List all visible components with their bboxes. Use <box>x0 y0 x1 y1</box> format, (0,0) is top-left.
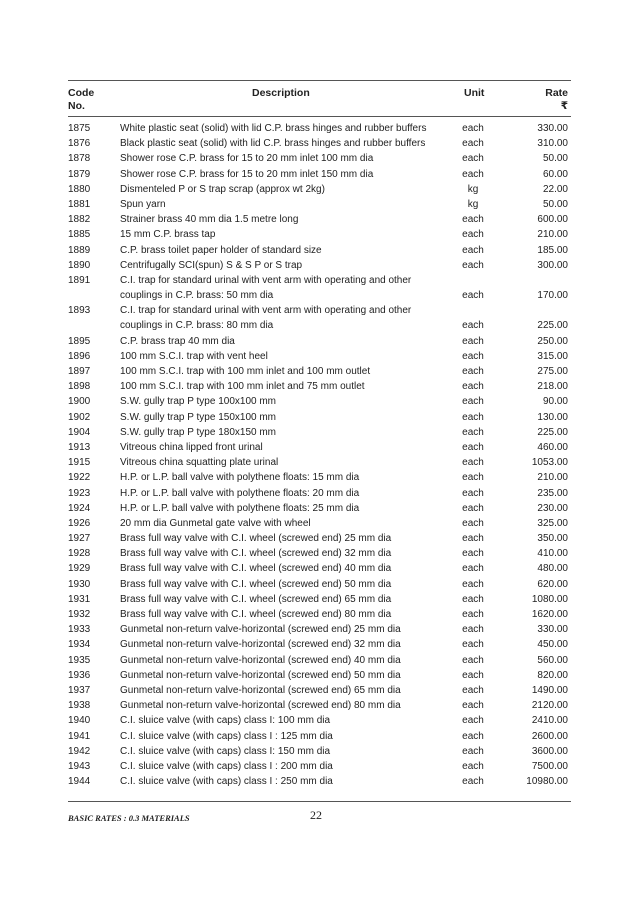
cell-unit: each <box>462 745 484 757</box>
cell-code: 1926 <box>68 517 91 529</box>
cell-code: 1927 <box>68 533 91 545</box>
cell-unit: each <box>462 776 484 788</box>
table-row <box>68 531 571 546</box>
cell-rate: 560.00 <box>537 654 568 666</box>
cell-rate: 210.00 <box>537 229 568 241</box>
table-row <box>68 774 571 789</box>
rates-table <box>68 121 571 789</box>
cell-rate: 600.00 <box>537 214 568 226</box>
cell-unit: each <box>462 517 484 529</box>
table-row <box>68 470 571 485</box>
cell-unit: each <box>462 700 484 712</box>
table-row <box>68 440 571 455</box>
cell-unit: each <box>462 168 484 180</box>
cell-code: 1937 <box>68 684 91 696</box>
cell-rate: 1490.00 <box>531 684 568 696</box>
cell-description: C.P. brass toilet paper holder of standard size <box>120 244 322 256</box>
cell-rate: 7500.00 <box>531 760 568 772</box>
cell-rate: 1080.00 <box>531 593 568 605</box>
table-row <box>68 212 571 227</box>
rupee-icon: ₹ <box>560 100 568 112</box>
cell-code: 1932 <box>68 609 91 621</box>
table-row <box>68 136 571 151</box>
cell-unit: each <box>462 229 484 241</box>
cell-rate: 2600.00 <box>531 730 568 742</box>
cell-description: S.W. gully trap P type 180x150 mm <box>120 426 277 438</box>
cell-unit: each <box>462 214 484 226</box>
cell-code: 1889 <box>68 244 91 256</box>
cell-rate: 1620.00 <box>531 609 568 621</box>
cell-description: Gunmetal non-return valve-horizontal (screwed end) 40 mm dia <box>120 654 401 666</box>
table-row <box>68 303 571 333</box>
cell-description: C.I. trap for standard urinal with vent arm with operating and other <box>120 305 412 317</box>
cell-description: Brass full way valve with C.I. wheel (screwed end) 50 mm dia <box>120 578 392 590</box>
cell-unit: each <box>462 244 484 256</box>
cell-rate: 325.00 <box>537 517 568 529</box>
cell-rate: 50.00 <box>542 198 568 210</box>
cell-rate: 300.00 <box>537 259 568 271</box>
table-row <box>68 683 571 698</box>
table-row <box>68 607 571 622</box>
cell-description: 100 mm S.C.I. trap with vent heel <box>120 350 268 362</box>
table-row <box>68 410 571 425</box>
cell-unit: each <box>462 441 484 453</box>
cell-code: 1922 <box>68 472 91 484</box>
table-row <box>68 622 571 637</box>
cell-unit: each <box>462 472 484 484</box>
table-row <box>68 637 571 652</box>
cell-description-continued: couplings in C.P. brass: 50 mm dia <box>120 290 274 302</box>
cell-code: 1881 <box>68 198 91 210</box>
cell-description: Centrifugally SCI(spun) S & S P or S trap <box>120 259 303 271</box>
table-row <box>68 243 571 258</box>
cell-unit: each <box>462 411 484 423</box>
cell-code: 1890 <box>68 259 91 271</box>
cell-code: 1880 <box>68 183 91 195</box>
cell-code: 1935 <box>68 654 91 666</box>
cell-rate: 1053.00 <box>531 457 568 469</box>
cell-code: 1898 <box>68 381 91 393</box>
cell-description-continued: couplings in C.P. brass: 80 mm dia <box>120 320 274 332</box>
table-row <box>68 577 571 592</box>
cell-description: Vitreous china lipped front urinal <box>120 441 263 453</box>
cell-code: 1929 <box>68 563 91 575</box>
cell-description: C.I. sluice valve (with caps) class I : 200 mm dia <box>120 760 333 772</box>
table-row <box>68 546 571 561</box>
cell-description: 20 mm dia Gunmetal gate valve with wheel <box>120 517 311 529</box>
cell-code: 1930 <box>68 578 91 590</box>
page-number: 22 <box>310 808 322 822</box>
table-row <box>68 561 571 576</box>
cell-unit: kg <box>467 183 479 195</box>
header-rate <box>520 87 568 113</box>
table-row <box>68 379 571 394</box>
table-row <box>68 258 571 273</box>
cell-rate: 235.00 <box>537 487 568 499</box>
cell-description: C.I. sluice valve (with caps) class I : 125 mm dia <box>120 730 333 742</box>
cell-unit: each <box>462 153 484 165</box>
cell-description: C.I. sluice valve (with caps) class I : 250 mm dia <box>120 776 333 788</box>
cell-code: 1904 <box>68 426 91 438</box>
cell-description: S.W. gully trap P type 150x100 mm <box>120 411 277 423</box>
cell-unit: each <box>462 548 484 560</box>
header-description: Description <box>252 87 310 99</box>
cell-rate: 218.00 <box>537 381 568 393</box>
cell-rate: 225.00 <box>537 320 568 332</box>
cell-code: 1943 <box>68 760 91 772</box>
cell-unit: each <box>462 593 484 605</box>
cell-unit: each <box>462 350 484 362</box>
table-row <box>68 729 571 744</box>
cell-unit: each <box>462 320 484 332</box>
header-code-line2: No. <box>68 100 85 112</box>
table-row <box>68 273 571 303</box>
cell-unit: each <box>462 487 484 499</box>
cell-code: 1923 <box>68 487 91 499</box>
table-row <box>68 167 571 182</box>
cell-rate: 480.00 <box>537 563 568 575</box>
table-row <box>68 197 571 212</box>
cell-code: 1876 <box>68 138 91 150</box>
cell-description: C.I. trap for standard urinal with vent arm with operating and other <box>120 274 412 286</box>
table-row <box>68 364 571 379</box>
cell-rate: 130.00 <box>537 411 568 423</box>
cell-unit: each <box>462 457 484 469</box>
cell-code: 1936 <box>68 669 91 681</box>
cell-rate: 310.00 <box>537 138 568 150</box>
cell-unit: each <box>462 426 484 438</box>
cell-rate: 230.00 <box>537 502 568 514</box>
cell-code: 1933 <box>68 624 91 636</box>
cell-code: 1913 <box>68 441 91 453</box>
header-rule <box>68 116 571 117</box>
cell-code: 1902 <box>68 411 91 423</box>
cell-description: Vitreous china squatting plate urinal <box>120 457 279 469</box>
cell-rate: 2410.00 <box>531 715 568 727</box>
cell-description: 15 mm C.P. brass tap <box>120 229 216 241</box>
table-row <box>68 759 571 774</box>
cell-unit: each <box>462 624 484 636</box>
cell-description: Brass full way valve with C.I. wheel (screwed end) 25 mm dia <box>120 533 392 545</box>
cell-description: C.P. brass trap 40 mm dia <box>120 335 235 347</box>
cell-rate: 450.00 <box>537 639 568 651</box>
cell-unit: each <box>462 563 484 575</box>
cell-unit: kg <box>467 198 479 210</box>
cell-rate: 90.00 <box>542 396 568 408</box>
table-row <box>68 425 571 440</box>
cell-unit: each <box>462 290 484 302</box>
cell-code: 1895 <box>68 335 91 347</box>
cell-rate: 820.00 <box>537 669 568 681</box>
cell-code: 1915 <box>68 457 91 469</box>
table-row <box>68 668 571 683</box>
cell-unit: each <box>462 669 484 681</box>
cell-description: Brass full way valve with C.I. wheel (screwed end) 40 mm dia <box>120 563 392 575</box>
cell-description: C.I. sluice valve (with caps) class I: 150 mm dia <box>120 745 331 757</box>
cell-rate: 210.00 <box>537 472 568 484</box>
cell-description: Gunmetal non-return valve-horizontal (screwed end) 32 mm dia <box>120 639 401 651</box>
cell-description: Brass full way valve with C.I. wheel (screwed end) 32 mm dia <box>120 548 392 560</box>
cell-unit: each <box>462 381 484 393</box>
cell-code: 1944 <box>68 776 91 788</box>
cell-code: 1897 <box>68 366 91 378</box>
cell-unit: each <box>462 335 484 347</box>
cell-description: H.P. or L.P. ball valve with polythene floats: 25 mm dia <box>120 502 360 514</box>
cell-description: 100 mm S.C.I. trap with 100 mm inlet and 75 mm outlet <box>120 381 365 393</box>
cell-description: Gunmetal non-return valve-horizontal (screwed end) 65 mm dia <box>120 684 401 696</box>
cell-rate: 2120.00 <box>531 700 568 712</box>
cell-description: H.P. or L.P. ball valve with polythene floats: 15 mm dia <box>120 472 360 484</box>
cell-unit: each <box>462 715 484 727</box>
cell-code: 1934 <box>68 639 91 651</box>
table-row <box>68 182 571 197</box>
table-row <box>68 334 571 349</box>
cell-unit: each <box>462 639 484 651</box>
cell-unit: each <box>462 138 484 150</box>
cell-rate: 275.00 <box>537 366 568 378</box>
header-code-line1: Code <box>68 87 95 99</box>
cell-rate: 22.00 <box>542 183 568 195</box>
cell-unit: each <box>462 578 484 590</box>
cell-description: Shower rose C.P. brass for 15 to 20 mm inlet 150 mm dia <box>120 168 374 180</box>
footer-section-label: BASIC RATES : 0.3 MATERIALS <box>68 813 190 823</box>
cell-description: Dismenteled P or S trap scrap (approx wt 2kg) <box>120 183 325 195</box>
header-code <box>68 87 94 113</box>
cell-unit: each <box>462 684 484 696</box>
cell-code: 1940 <box>68 715 91 727</box>
cell-description: Gunmetal non-return valve-horizontal (screwed end) 50 mm dia <box>120 669 401 681</box>
cell-rate: 330.00 <box>537 624 568 636</box>
cell-unit: each <box>462 396 484 408</box>
cell-code: 1900 <box>68 396 91 408</box>
cell-code: 1893 <box>68 305 91 317</box>
table-row <box>68 394 571 409</box>
cell-code: 1882 <box>68 214 91 226</box>
cell-description: Strainer brass 40 mm dia 1.5 metre long <box>120 214 299 226</box>
cell-code: 1924 <box>68 502 91 514</box>
cell-code: 1942 <box>68 745 91 757</box>
cell-unit: each <box>462 259 484 271</box>
table-row <box>68 501 571 516</box>
table-row <box>68 516 571 531</box>
cell-description: 100 mm S.C.I. trap with 100 mm inlet and 100 mm outlet <box>120 366 371 378</box>
cell-unit: each <box>462 730 484 742</box>
cell-code: 1878 <box>68 153 91 165</box>
table-row <box>68 151 571 166</box>
cell-description: Gunmetal non-return valve-horizontal (screwed end) 80 mm dia <box>120 700 401 712</box>
cell-code: 1879 <box>68 168 91 180</box>
cell-rate: 50.00 <box>542 153 568 165</box>
cell-unit: each <box>462 654 484 666</box>
cell-rate: 330.00 <box>537 123 568 134</box>
table-row <box>68 713 571 728</box>
table-row <box>68 744 571 759</box>
cell-unit: each <box>462 533 484 545</box>
top-rule <box>68 80 571 81</box>
cell-description: Black plastic seat (solid) with lid C.P. brass hinges and rubber buffers <box>120 138 426 150</box>
cell-description: H.P. or L.P. ball valve with polythene floats: 20 mm dia <box>120 487 360 499</box>
cell-unit: each <box>462 760 484 772</box>
cell-code: 1885 <box>68 229 91 241</box>
cell-description: Gunmetal non-return valve-horizontal (screwed end) 25 mm dia <box>120 624 401 636</box>
cell-rate: 620.00 <box>537 578 568 590</box>
footer-rule <box>68 801 571 802</box>
cell-code: 1875 <box>68 123 91 134</box>
cell-description: Brass full way valve with C.I. wheel (screwed end) 65 mm dia <box>120 593 392 605</box>
table-row <box>68 486 571 501</box>
cell-description: Spun yarn <box>120 198 166 210</box>
cell-code: 1891 <box>68 274 91 286</box>
table-row <box>68 592 571 607</box>
cell-rate: 350.00 <box>537 533 568 545</box>
table-row <box>68 227 571 242</box>
cell-rate: 170.00 <box>537 290 568 302</box>
cell-rate: 460.00 <box>537 441 568 453</box>
cell-code: 1931 <box>68 593 91 605</box>
cell-code: 1941 <box>68 730 91 742</box>
cell-unit: each <box>462 609 484 621</box>
cell-rate: 250.00 <box>537 335 568 347</box>
table-row <box>68 121 571 136</box>
cell-code: 1928 <box>68 548 91 560</box>
cell-rate: 60.00 <box>542 168 568 180</box>
table-row <box>68 455 571 470</box>
cell-unit: each <box>462 123 484 134</box>
cell-description: Brass full way valve with C.I. wheel (screwed end) 80 mm dia <box>120 609 392 621</box>
cell-description: White plastic seat (solid) with lid C.P. brass hinges and rubber buffers <box>120 123 427 134</box>
cell-rate: 410.00 <box>537 548 568 560</box>
header-unit: Unit <box>464 87 485 99</box>
cell-unit: each <box>462 502 484 514</box>
table-row <box>68 349 571 364</box>
cell-rate: 315.00 <box>537 350 568 362</box>
table-row <box>68 653 571 668</box>
header-rate-line1: Rate <box>545 87 568 99</box>
cell-rate: 225.00 <box>537 426 568 438</box>
cell-code: 1896 <box>68 350 91 362</box>
cell-description: C.I. sluice valve (with caps) class I: 100 mm dia <box>120 715 331 727</box>
cell-rate: 185.00 <box>537 244 568 256</box>
cell-code: 1938 <box>68 700 91 712</box>
cell-unit: each <box>462 366 484 378</box>
cell-description: S.W. gully trap P type 100x100 mm <box>120 396 277 408</box>
cell-rate: 10980.00 <box>526 776 568 788</box>
table-row <box>68 698 571 713</box>
cell-rate: 3600.00 <box>531 745 568 757</box>
cell-description: Shower rose C.P. brass for 15 to 20 mm inlet 100 mm dia <box>120 153 374 165</box>
